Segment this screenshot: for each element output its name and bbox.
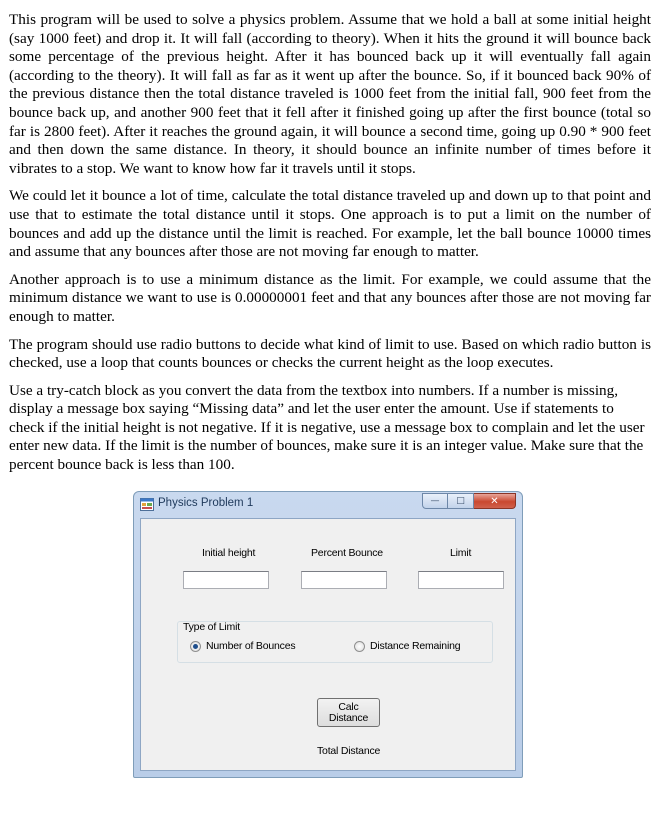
minimize-icon[interactable]: — xyxy=(422,493,448,509)
radio-distance-remaining[interactable] xyxy=(354,640,460,652)
paragraph-1: This program will be used to solve a physics problem. Assume that we hold a ball at some initial height (say 1000 feet) and drop it. It will fall (according to theory). When it hits the ground it will bounce back some percentage of the previous height. After it has bounced back up it will eventually fall again (according to the theory). It will fall as far as it went up after the bounce. So, if it bounced back 90% of the previous distance then the total distance traveled is 1000 feet from the initial fall, 900 feet from the bounce back up, and another 900 feet that it fell after it finished going up after the first bounce (total so far is 2800 feet). After it reaches the ground again, it will bounce a second time, going up 0.90 * 900 feet and then down the same distance. In theory, it should bounce an infinite number of times before it vibrates to a stop. We want to know how far it travels until it stops. xyxy=(9,11,651,177)
physics-problem-window xyxy=(133,491,523,778)
window-title: Physics Problem 1 xyxy=(158,497,254,509)
paragraph-3: Another approach is to use a minimum distance as the limit. For example, we could assume that the minimum distance we want to use is 0.00000001 feet and that any bounces after those are not moving far enough to matter. xyxy=(9,270,651,325)
window-controls xyxy=(422,493,516,510)
document-body xyxy=(9,11,651,484)
type-of-limit-label: Type of Limit xyxy=(183,621,240,633)
paragraph-4: The program should use radio buttons to decide what kind of limit to use. Based on which radio button is checked, use a loop that counts bounces or checks the current height as the loop executes. xyxy=(9,335,651,372)
percent-bounce-label: Percent Bounce xyxy=(311,547,383,559)
percent-bounce-input[interactable] xyxy=(301,571,387,589)
paragraph-5: Use a try-catch block as you convert the data from the textbox into numbers. If a number is missing, display a message box saying “Missing data” and let the user enter the amount. Use if statements to check if the initial height is not negative. If it is negative, use a message box to complain and let the user enter new data. If the limit is the number of bounces, make sure it is an integer value. Make sure that the percent bounce back is less than 100. xyxy=(9,381,645,474)
limit-input[interactable] xyxy=(418,571,504,589)
initial-height-input[interactable] xyxy=(183,571,269,589)
total-distance-label: Total Distance xyxy=(317,745,381,757)
radio-number-of-bounces-label: Number of Bounces xyxy=(206,640,296,652)
radio-distance-remaining-label: Distance Remaining xyxy=(370,640,461,652)
calc-distance-button[interactable]: Calc Distance xyxy=(317,698,380,727)
close-icon[interactable]: ✕ xyxy=(474,493,516,509)
paragraph-2: We could let it bounce a lot of time, calculate the total distance traveled up and down up to that point and use that to estimate the total distance until it stops. One approach is to put a limit on the number of bounces and add up the distance until the limit is reached. For example, let the ball bounce 10000 times and assume that any bounces after those are not moving far enough to matter. xyxy=(9,187,651,261)
window-titlebar[interactable] xyxy=(134,492,522,518)
limit-label: Limit xyxy=(450,547,472,559)
maximize-icon[interactable]: □ xyxy=(448,493,474,509)
radio-number-of-bounces[interactable] xyxy=(190,640,295,652)
initial-height-label: Initial height xyxy=(202,547,256,559)
radio-checked-icon xyxy=(190,641,201,652)
radio-unchecked-icon xyxy=(354,641,365,652)
form-client-area xyxy=(140,518,516,771)
app-icon xyxy=(140,498,154,511)
